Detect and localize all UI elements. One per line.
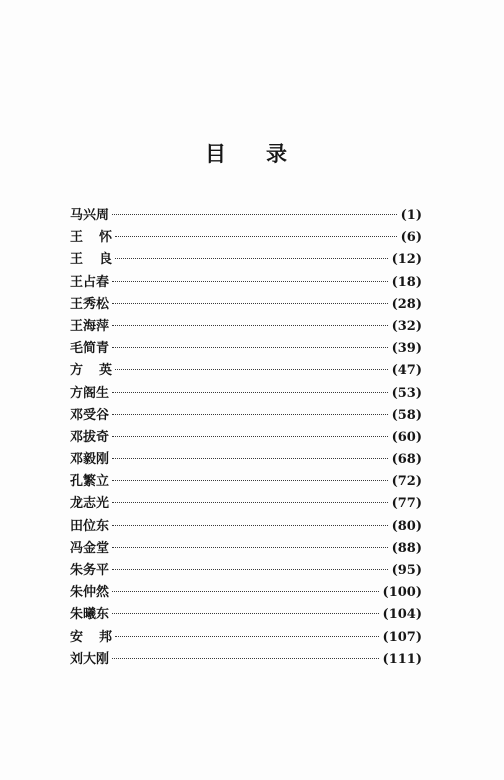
dot-leader <box>112 613 379 614</box>
toc-entry <box>70 626 422 648</box>
toc-entry <box>70 337 422 359</box>
toc-entry-name: 毛简青 <box>70 341 110 357</box>
toc-entry-page: (1) <box>400 208 422 223</box>
toc-entry-page: (111) <box>382 651 422 667</box>
dot-leader <box>115 636 379 637</box>
table-of-contents <box>70 204 422 670</box>
toc-entry-name-char: 王 <box>70 252 84 268</box>
dot-leader <box>112 502 388 503</box>
toc-entry <box>70 226 422 248</box>
dot-leader <box>112 392 388 393</box>
toc-entry-name: 马兴周 <box>70 208 110 223</box>
toc-entry-name: 朱务平 <box>70 563 110 578</box>
dot-leader <box>112 591 379 592</box>
toc-entry-name-char: 怀 <box>98 230 112 246</box>
toc-entry-name: 王占春 <box>70 274 110 290</box>
toc-entry-name: 刘大刚 <box>70 651 110 667</box>
toc-entry-name <box>70 626 112 645</box>
toc-entry-page: (95) <box>391 563 422 578</box>
toc-entry-page: (18) <box>391 274 422 290</box>
dot-leader <box>112 436 388 437</box>
toc-entry-page: (77) <box>391 496 422 512</box>
toc-entry <box>70 315 422 337</box>
toc-entry <box>70 603 422 625</box>
toc-entry <box>70 492 422 514</box>
toc-entry-name-char: 方 <box>70 363 84 379</box>
toc-entry-page: (88) <box>391 540 422 556</box>
toc-entry-page: (12) <box>391 252 422 268</box>
dot-leader <box>115 236 397 237</box>
toc-entry <box>70 581 422 603</box>
dot-leader <box>112 569 388 570</box>
toc-entry-name: 朱仲然 <box>70 585 110 601</box>
dot-leader <box>112 658 379 659</box>
toc-entry-name: 邓拔奇 <box>70 429 110 445</box>
toc-entry-name-char: 良 <box>98 252 112 268</box>
toc-entry-page: (72) <box>391 474 422 490</box>
dot-leader <box>112 525 388 526</box>
toc-entry-name: 邓受谷 <box>70 407 110 423</box>
toc-entry-name: 王海萍 <box>70 318 110 334</box>
toc-entry-page: (68) <box>391 452 422 468</box>
toc-entry <box>70 559 422 581</box>
title-char-2: 录 <box>266 141 287 166</box>
toc-entry-page: (39) <box>391 341 422 357</box>
toc-entry-page: (60) <box>391 429 422 445</box>
toc-entry-name: 邓毅刚 <box>70 452 110 468</box>
toc-entry-name <box>70 248 112 267</box>
toc-entry-name: 龙志光 <box>70 496 110 512</box>
toc-entry-name: 孔繁立 <box>70 474 110 490</box>
toc-entry <box>70 382 422 404</box>
dot-leader <box>112 547 388 548</box>
toc-entry-page: (28) <box>391 296 422 312</box>
toc-entry-page: (6) <box>400 230 422 246</box>
dot-leader <box>115 369 388 370</box>
toc-entry <box>70 448 422 470</box>
toc-entry-name: 朱曦东 <box>70 607 110 623</box>
toc-entry <box>70 470 422 492</box>
toc-entry-page: (107) <box>382 629 422 645</box>
dot-leader <box>112 325 388 326</box>
toc-entry <box>70 537 422 559</box>
toc-entry-page: (100) <box>382 585 422 601</box>
dot-leader <box>112 480 388 481</box>
toc-entry-name-char: 英 <box>98 363 112 379</box>
toc-entry-page: (47) <box>391 363 422 379</box>
toc-entry-name-char: 安 <box>70 629 84 645</box>
toc-entry <box>70 293 422 315</box>
toc-entry-page: (58) <box>391 407 422 423</box>
dot-leader <box>112 347 388 348</box>
dot-leader <box>112 458 388 459</box>
dot-leader <box>112 303 388 304</box>
toc-entry-name-char: 邦 <box>98 629 112 645</box>
toc-entry-page: (104) <box>382 607 422 623</box>
toc-entry-name: 冯金堂 <box>70 540 110 556</box>
toc-entry <box>70 426 422 448</box>
toc-entry-name: 王秀松 <box>70 296 110 312</box>
dot-leader <box>112 281 388 282</box>
title-char-1: 目 <box>205 141 226 166</box>
dot-leader <box>112 214 397 215</box>
dot-leader <box>115 258 388 259</box>
toc-entry <box>70 204 422 226</box>
toc-entry-name <box>70 359 112 378</box>
toc-entry <box>70 248 422 270</box>
toc-entry-name-char: 王 <box>70 230 84 246</box>
toc-entry <box>70 515 422 537</box>
toc-entry <box>70 404 422 426</box>
toc-entry-name: 方阁生 <box>70 385 110 401</box>
toc-entry-name <box>70 226 112 245</box>
toc-entry-page: (53) <box>391 385 422 401</box>
toc-entry <box>70 648 422 670</box>
toc-entry <box>70 359 422 381</box>
toc-entry-page: (80) <box>391 518 422 534</box>
dot-leader <box>112 414 388 415</box>
toc-entry-page: (32) <box>391 318 422 334</box>
toc-entry-name: 田位东 <box>70 518 110 534</box>
toc-entry <box>70 271 422 293</box>
